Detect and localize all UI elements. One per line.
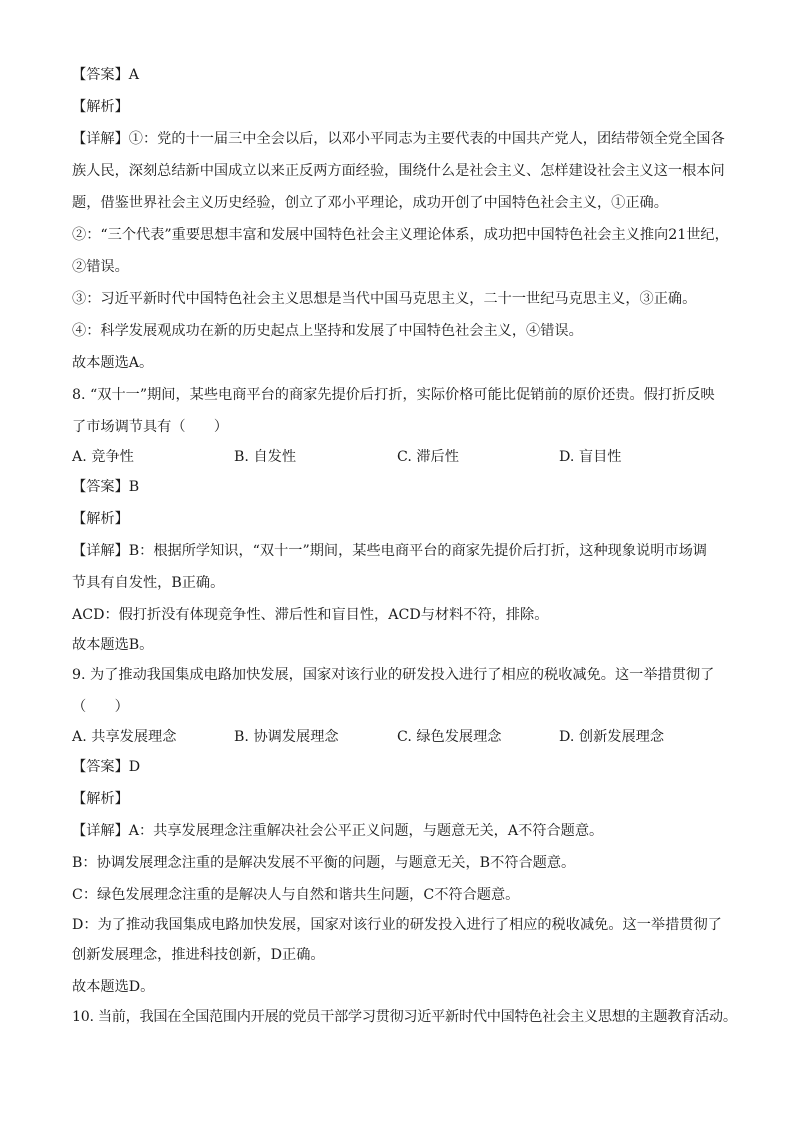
detail-text: ②：“三个代表”重要思想丰富和发展中国特色社会主义理论体系，成功把中国特色社会主义推向21世纪，: [72, 227, 729, 243]
question-10-stem: 10. 当前，我国在全国范围内开展的党员干部学习贯彻习近平新时代中国特色社会主义思想的主题教育活动。: [72, 1009, 737, 1025]
analysis-label-q9: 【解析】: [72, 791, 129, 807]
detail-text: D：为了推动我国集成电路加快发展，国家对该行业的研发投入进行了相应的税收减免。这一举措贯彻了: [72, 917, 722, 933]
detail-text: ACD：假打折没有体现竞争性、滞后性和盲目性，ACD与材料不符，排除。: [72, 607, 549, 623]
detail-text: 【详解】A：共享发展理念注重解决社会公平正义问题，与题意无关，A不符合题意。: [72, 823, 604, 839]
detail-text: 题，借鉴世界社会主义历史经验，创立了邓小平理论，成功开创了中国特色社会主义，①正确。: [72, 195, 668, 211]
detail-text: 创新发展理念，推进科技创新，D正确。: [72, 947, 325, 963]
answer-label-q7: 【答案】A: [72, 67, 139, 83]
detail-text: C：绿色发展理念注重的是解决人与自然和谐共生问题，C不符合题意。: [72, 887, 520, 903]
question-9-stem: 9. 为了推动我国集成电路加快发展，国家对该行业的研发投入进行了相应的税收减免。这一举措贯彻了: [72, 667, 715, 683]
conclusion-text: 故本题选D。: [72, 979, 155, 995]
option-d: D. 盲目性: [559, 449, 622, 465]
option-c: C. 滞后性: [397, 449, 459, 465]
question-8-stem: 了市场调节具有（ ）: [72, 419, 229, 435]
answer-label-q9: 【答案】D: [72, 759, 141, 775]
question-8-stem: 8. “双十一”期间，某些电商平台的商家先提价后打折，实际价格可能比促销前的原价还贵。假打折反映: [72, 387, 715, 403]
option-d: D. 创新发展理念: [559, 729, 665, 745]
option-a: A. 共享发展理念: [72, 729, 177, 745]
option-b: B. 协调发展理念: [234, 729, 339, 745]
conclusion-text: 故本题选B。: [72, 637, 154, 653]
answer-label-q8: 【答案】B: [72, 479, 140, 495]
option-a: A. 竞争性: [72, 449, 134, 465]
analysis-label-q7: 【解析】: [72, 99, 129, 115]
detail-text: B：协调发展理念注重的是解决发展不平衡的问题，与题意无关，B不符合题意。: [72, 855, 576, 871]
detail-text: ②错误。: [72, 259, 129, 275]
detail-text: 【详解】①：党的十一届三中全会以后，以邓小平同志为主要代表的中国共产党人，团结带领全党全国各: [72, 131, 725, 147]
detail-text: ③：习近平新时代中国特色社会主义思想是当代中国马克思主义，二十一世纪马克思主义，③正确。: [72, 291, 697, 307]
conclusion-text: 故本题选A。: [72, 355, 154, 371]
detail-text: 族人民，深刻总结新中国成立以来正反两方面经验，围绕什么是社会主义、怎样建设社会主义这一根本问: [72, 163, 725, 179]
option-b: B. 自发性: [234, 449, 297, 465]
detail-text: ④：科学发展观成功在新的历史起点上坚持和发展了中国特色社会主义，④错误。: [72, 323, 583, 339]
detail-text: 【详解】B：根据所学知识，“双十一”期间，某些电商平台的商家先提价后打折，这种现象说明市场调: [72, 543, 707, 559]
detail-text: 节具有自发性，B正确。: [72, 575, 225, 591]
analysis-label-q8: 【解析】: [72, 511, 129, 527]
question-9-stem: （ ）: [72, 699, 129, 715]
option-c: C. 绿色发展理念: [397, 729, 502, 745]
